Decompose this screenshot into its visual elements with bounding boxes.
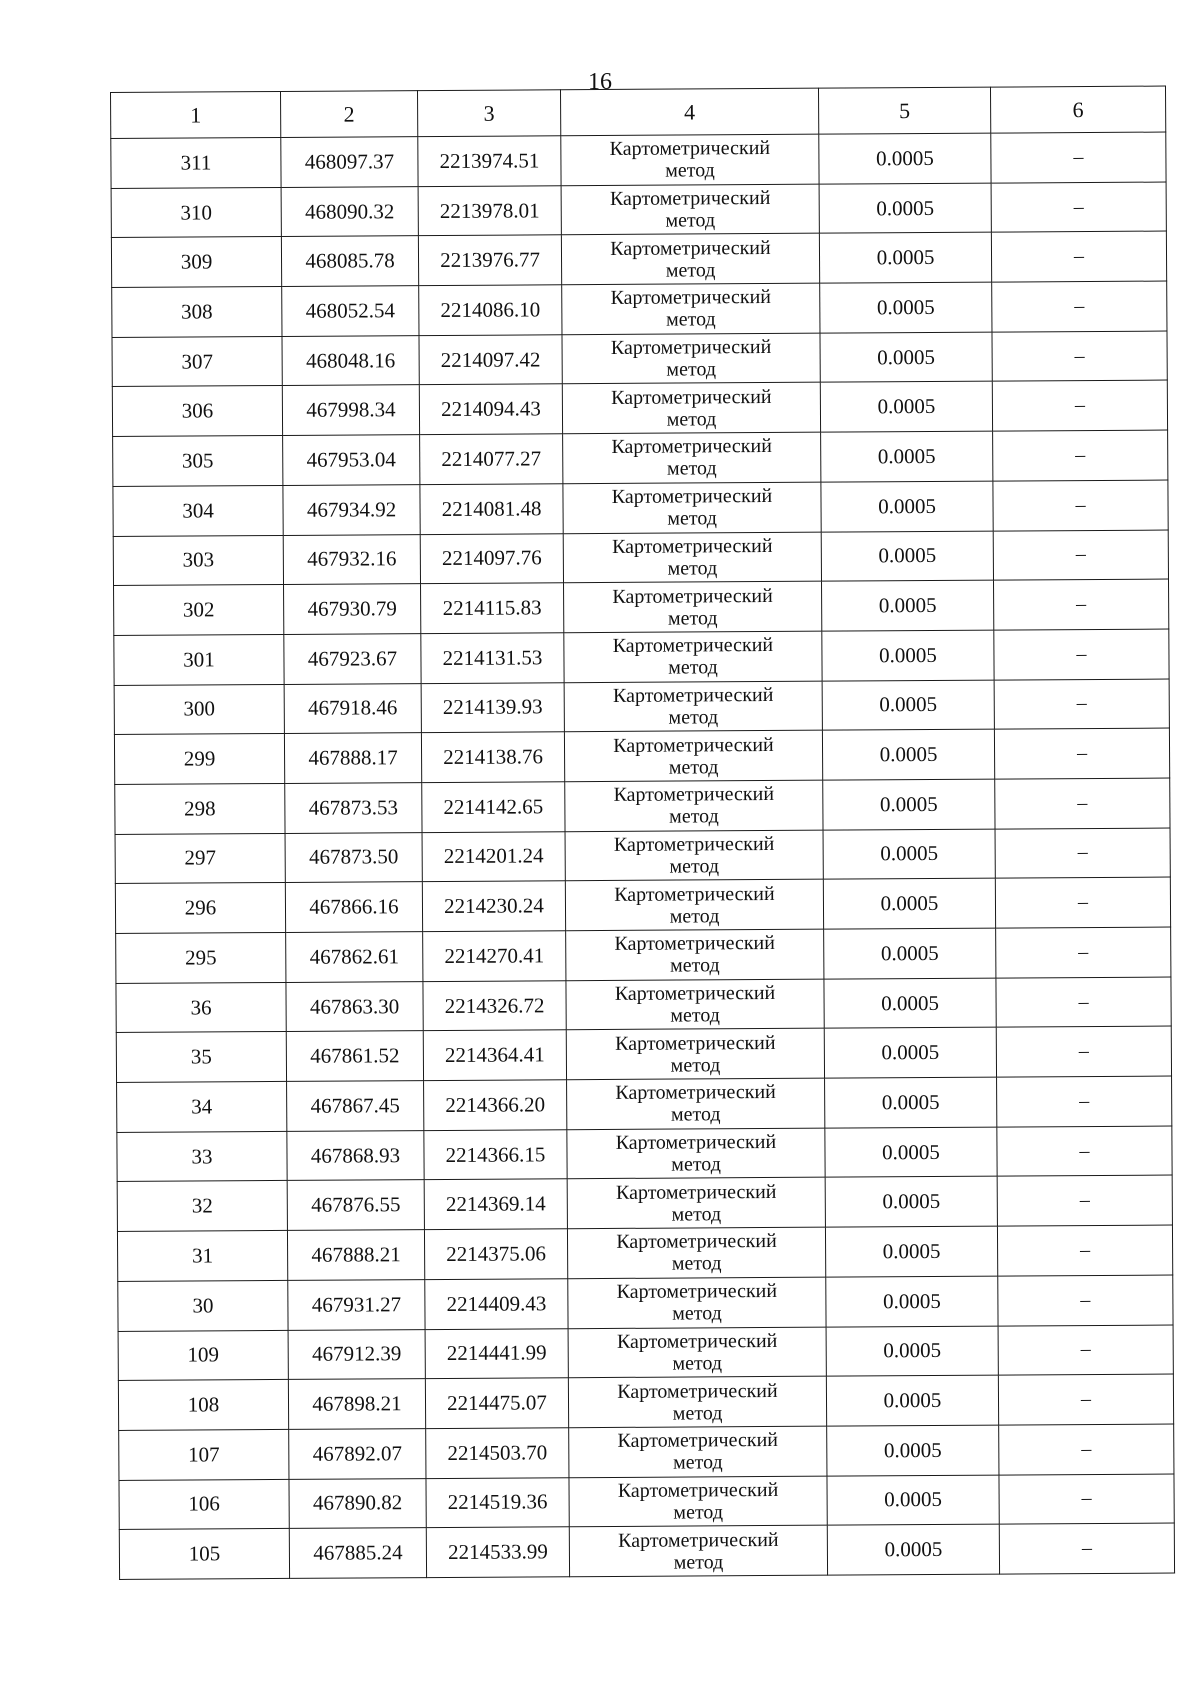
method-cell (567, 1178, 825, 1229)
accuracy-cell: 0.0005 (824, 978, 996, 1029)
method-line-1: Картометрический (618, 1528, 779, 1552)
y-coordinate-cell: 2214366.15 (424, 1129, 567, 1180)
accuracy-cell: 0.0005 (825, 1177, 997, 1228)
method-line-2: метод (669, 855, 720, 878)
x-coordinate-cell: 467892.07 (289, 1428, 426, 1479)
x-coordinate-cell: 467863.30 (286, 981, 423, 1032)
method-cell (567, 1078, 825, 1129)
method-line-2: метод (667, 606, 718, 630)
note-cell: – (991, 132, 1166, 183)
point-number-cell: 304 (113, 485, 283, 536)
y-coordinate-cell: 2213974.51 (418, 136, 561, 187)
method-line-2: метод (670, 1054, 721, 1077)
method-line-2: метод (671, 1203, 722, 1226)
note-cell: – (995, 828, 1170, 879)
point-number-cell: 299 (114, 734, 284, 785)
method-cell (564, 681, 822, 732)
note-cell: – (998, 1374, 1173, 1425)
column-header-3: 3 (417, 90, 560, 137)
column-header-2: 2 (280, 91, 417, 138)
point-number-cell: 108 (118, 1380, 288, 1431)
method-cell (562, 333, 820, 384)
method-line-2: метод (672, 1352, 723, 1375)
accuracy-cell: 0.0005 (826, 1276, 998, 1327)
table-row (119, 1474, 1174, 1530)
x-coordinate-cell: 468048.16 (282, 335, 419, 386)
accuracy-cell: 0.0005 (825, 1127, 997, 1178)
method-line-1: Картометрический (616, 1329, 778, 1353)
accuracy-cell: 0.0005 (823, 829, 995, 880)
accuracy-cell: 0.0005 (821, 531, 993, 582)
x-coordinate-cell: 468090.32 (281, 186, 418, 237)
x-coordinate-cell: 468052.54 (282, 286, 419, 337)
page-number: 16 (588, 69, 612, 95)
x-coordinate-cell: 468085.78 (281, 236, 418, 287)
note-cell: – (993, 579, 1168, 630)
method-line-1: Картометрический (611, 435, 772, 459)
note-cell: – (999, 1474, 1174, 1525)
point-number-cell: 310 (111, 187, 281, 238)
point-number-cell: 311 (111, 137, 281, 188)
method-cell (563, 432, 821, 483)
table-row (116, 927, 1171, 983)
method-line-2: метод (666, 308, 716, 332)
method-line-2: метод (668, 755, 719, 779)
note-cell: – (997, 1076, 1172, 1127)
x-coordinate-cell: 467876.55 (287, 1180, 424, 1231)
column-header-6: 6 (990, 86, 1165, 133)
method-line-2: метод (668, 656, 718, 679)
method-line-2: метод (673, 1451, 723, 1474)
note-cell: – (993, 480, 1168, 531)
y-coordinate-cell: 2214503.70 (426, 1428, 569, 1479)
y-coordinate-cell: 2214364.41 (423, 1030, 566, 1081)
method-line-1: Картометрический (617, 1478, 779, 1502)
method-line-2: метод (669, 954, 720, 977)
method-line-1: Картометрический (615, 1081, 776, 1105)
table-row (112, 281, 1167, 337)
x-coordinate-cell: 467912.39 (288, 1329, 425, 1380)
method-line-2: метод (665, 159, 715, 182)
accuracy-cell: 0.0005 (826, 1375, 998, 1426)
y-coordinate-cell: 2214097.76 (420, 533, 563, 584)
method-line-1: Картометрический (609, 186, 771, 210)
x-coordinate-cell: 467862.61 (286, 932, 423, 983)
y-coordinate-cell: 2214201.24 (422, 831, 565, 882)
method-line-1: Картометрический (611, 385, 772, 409)
table-row (111, 132, 1166, 188)
x-coordinate-cell: 467923.67 (284, 633, 421, 684)
point-number-cell: 306 (112, 386, 282, 437)
note-cell: – (991, 231, 1166, 282)
method-line-2: метод (670, 1103, 721, 1126)
accuracy-cell: 0.0005 (827, 1524, 999, 1575)
y-coordinate-cell: 2214533.99 (426, 1527, 569, 1578)
method-line-1: Картометрический (610, 286, 772, 310)
point-number-cell: 30 (118, 1280, 288, 1331)
y-coordinate-cell: 2214369.14 (424, 1179, 567, 1230)
x-coordinate-cell: 467932.16 (283, 534, 420, 585)
method-line-2: метод (665, 259, 716, 282)
method-line-2: метод (667, 557, 718, 580)
accuracy-cell: 0.0005 (823, 878, 995, 929)
accuracy-cell: 0.0005 (820, 382, 992, 433)
method-line-1: Картометрический (614, 882, 775, 906)
method-line-2: метод (665, 209, 716, 232)
method-line-1: Картометрический (616, 1230, 777, 1254)
point-number-cell: 34 (117, 1082, 287, 1133)
point-number-cell: 32 (117, 1181, 287, 1232)
point-number-cell: 105 (119, 1529, 289, 1580)
y-coordinate-cell: 2214139.93 (421, 682, 564, 733)
method-line-2: метод (671, 1252, 722, 1276)
note-cell: – (993, 530, 1168, 581)
point-number-cell: 107 (119, 1429, 289, 1480)
method-line-1: Картометрический (610, 336, 772, 360)
point-number-cell: 36 (116, 982, 286, 1033)
method-line-1: Картометрический (617, 1379, 778, 1403)
method-line-1: Картометрический (614, 981, 776, 1005)
x-coordinate-cell: 467885.24 (289, 1528, 426, 1579)
accuracy-cell: 0.0005 (824, 928, 996, 979)
note-cell: – (994, 679, 1169, 730)
table-row (117, 1076, 1172, 1132)
method-cell (569, 1476, 827, 1527)
y-coordinate-cell: 2213978.01 (418, 185, 561, 236)
point-number-cell: 300 (114, 684, 284, 735)
method-line-2: метод (673, 1550, 724, 1574)
accuracy-cell: 0.0005 (820, 282, 992, 333)
y-coordinate-cell: 2214097.42 (419, 334, 562, 385)
table-row (114, 629, 1169, 685)
method-line-1: Картометрический (616, 1280, 778, 1304)
note-cell: – (992, 331, 1167, 382)
point-number-cell: 302 (114, 585, 284, 636)
method-line-1: Картометрический (615, 1180, 777, 1204)
method-cell (564, 631, 822, 682)
table-row (115, 877, 1170, 933)
table-row (117, 1225, 1172, 1281)
table-row (119, 1523, 1174, 1579)
table-row (114, 679, 1169, 735)
accuracy-cell: 0.0005 (822, 729, 994, 780)
accuracy-cell: 0.0005 (822, 580, 994, 631)
method-line-2: метод (667, 507, 717, 530)
accuracy-cell: 0.0005 (821, 431, 993, 482)
accuracy-cell: 0.0005 (823, 779, 995, 830)
point-number-cell: 307 (112, 336, 282, 387)
accuracy-cell: 0.0005 (819, 232, 991, 283)
table-body (111, 132, 1175, 1579)
y-coordinate-cell: 2214326.72 (423, 980, 566, 1031)
note-cell: – (997, 1225, 1172, 1276)
method-cell (561, 184, 819, 235)
table-row (116, 977, 1171, 1033)
note-cell: – (997, 1126, 1172, 1177)
table-header-row (111, 86, 1166, 138)
y-coordinate-cell: 2214131.53 (421, 633, 564, 684)
note-cell: – (998, 1325, 1173, 1376)
y-coordinate-cell: 2214375.06 (424, 1229, 567, 1280)
y-coordinate-cell: 2214138.76 (421, 732, 564, 783)
method-cell (565, 879, 823, 930)
method-line-1: Картометрический (611, 485, 773, 509)
point-number-cell: 31 (117, 1231, 287, 1282)
method-cell (567, 1227, 825, 1278)
method-cell (568, 1327, 826, 1378)
method-line-2: метод (673, 1501, 724, 1524)
accuracy-cell: 0.0005 (827, 1425, 999, 1476)
y-coordinate-cell: 2214077.27 (420, 434, 563, 485)
point-number-cell: 296 (115, 883, 285, 934)
table-row (114, 728, 1169, 784)
accuracy-cell: 0.0005 (825, 1077, 997, 1128)
method-cell (565, 830, 823, 881)
y-coordinate-cell: 2214142.65 (422, 782, 565, 833)
note-cell: – (996, 977, 1171, 1028)
accuracy-cell: 0.0005 (827, 1475, 999, 1526)
method-line-1: Картометрический (612, 584, 773, 608)
x-coordinate-cell: 467930.79 (284, 584, 421, 635)
accuracy-cell: 0.0005 (820, 332, 992, 383)
method-cell (565, 780, 823, 831)
note-cell: – (991, 182, 1166, 233)
note-cell: – (994, 629, 1169, 680)
table-row (117, 1175, 1172, 1231)
x-coordinate-cell: 467861.52 (286, 1031, 423, 1082)
note-cell: – (997, 1175, 1172, 1226)
point-number-cell: 106 (119, 1479, 289, 1530)
table-row (115, 828, 1170, 884)
x-coordinate-cell: 467867.45 (287, 1081, 424, 1132)
point-number-cell: 301 (114, 634, 284, 685)
table-row (118, 1325, 1173, 1381)
point-number-cell: 109 (118, 1330, 288, 1381)
method-cell (567, 1128, 825, 1179)
method-cell (562, 283, 820, 334)
x-coordinate-cell: 467866.16 (285, 882, 422, 933)
table-row (118, 1275, 1173, 1331)
column-header-5: 5 (818, 87, 990, 134)
note-cell: – (996, 1026, 1171, 1077)
table-row (113, 480, 1168, 536)
method-cell (564, 730, 822, 781)
y-coordinate-cell: 2214081.48 (420, 484, 563, 535)
note-cell: – (996, 927, 1171, 978)
method-cell (566, 929, 824, 980)
table-row (118, 1374, 1173, 1430)
method-line-2: метод (666, 457, 717, 481)
coordinates-sheet (110, 86, 1174, 1580)
method-line-2: метод (669, 904, 720, 928)
method-cell (568, 1376, 826, 1427)
method-line-2: метод (668, 706, 719, 729)
point-number-cell: 33 (117, 1131, 287, 1182)
y-coordinate-cell: 2214230.24 (422, 881, 565, 932)
point-number-cell: 298 (115, 783, 285, 834)
table-row (112, 331, 1167, 387)
accuracy-cell: 0.0005 (826, 1326, 998, 1377)
x-coordinate-cell: 467888.17 (284, 733, 421, 784)
method-cell (561, 134, 819, 185)
y-coordinate-cell: 2214115.83 (421, 583, 564, 634)
accuracy-cell: 0.0005 (819, 183, 991, 234)
method-line-2: метод (671, 1153, 721, 1176)
method-cell (569, 1426, 827, 1477)
method-line-1: Картометрический (612, 683, 774, 707)
column-header-4: 4 (560, 88, 818, 136)
y-coordinate-cell: 2214086.10 (419, 285, 562, 336)
method-line-1: Картометрический (610, 236, 771, 260)
y-coordinate-cell: 2214366.20 (424, 1080, 567, 1131)
method-line-1: Картометрический (615, 1031, 776, 1055)
y-coordinate-cell: 2214270.41 (423, 931, 566, 982)
method-line-2: метод (670, 1004, 721, 1027)
accuracy-cell: 0.0005 (824, 1027, 996, 1078)
point-number-cell: 305 (113, 436, 283, 487)
method-line-1: Картометрический (613, 783, 775, 807)
method-line-1: Картометрический (613, 733, 774, 757)
method-cell (562, 383, 820, 434)
y-coordinate-cell: 2213976.77 (418, 235, 561, 286)
point-number-cell: 308 (112, 287, 282, 338)
point-number-cell: 309 (111, 237, 281, 288)
accuracy-cell: 0.0005 (821, 481, 993, 532)
table-row (112, 380, 1167, 436)
point-number-cell: 297 (115, 833, 285, 884)
method-cell (563, 532, 821, 583)
method-cell (568, 1277, 826, 1328)
x-coordinate-cell: 467868.93 (287, 1130, 424, 1181)
x-coordinate-cell: 467934.92 (283, 484, 420, 535)
x-coordinate-cell: 467953.04 (283, 435, 420, 486)
method-line-2: метод (669, 805, 719, 828)
method-cell (566, 979, 824, 1030)
y-coordinate-cell: 2214094.43 (419, 384, 562, 435)
method-line-2: метод (672, 1401, 723, 1425)
point-number-cell: 303 (113, 535, 283, 586)
method-line-1: Картометрический (613, 832, 775, 856)
note-cell: – (994, 728, 1169, 779)
method-cell (569, 1525, 827, 1576)
note-cell: – (995, 778, 1170, 829)
table-row (116, 1026, 1171, 1082)
method-cell (561, 234, 819, 285)
x-coordinate-cell: 467888.21 (287, 1230, 424, 1281)
table-row (115, 778, 1170, 834)
accuracy-cell: 0.0005 (822, 680, 994, 731)
method-line-2: метод (672, 1302, 722, 1325)
table-row (111, 231, 1166, 287)
method-line-1: Картометрический (615, 1131, 777, 1155)
method-line-2: метод (666, 358, 717, 381)
accuracy-cell: 0.0005 (819, 133, 991, 184)
method-line-1: Картометрический (617, 1429, 779, 1453)
method-cell (564, 581, 822, 632)
accuracy-cell: 0.0005 (825, 1226, 997, 1277)
point-number-cell: 295 (116, 932, 286, 983)
note-cell: – (993, 430, 1168, 481)
x-coordinate-cell: 468097.37 (281, 137, 418, 188)
method-line-1: Картометрический (612, 634, 774, 658)
table-row (117, 1126, 1172, 1182)
y-coordinate-cell: 2214475.07 (425, 1378, 568, 1429)
note-cell: – (992, 281, 1167, 332)
column-header-1: 1 (111, 91, 281, 138)
x-coordinate-cell: 467918.46 (284, 683, 421, 734)
method-cell (563, 482, 821, 533)
coordinates-table (110, 86, 1175, 1580)
table-row (119, 1424, 1174, 1480)
y-coordinate-cell: 2214519.36 (426, 1477, 569, 1528)
table-row (114, 579, 1169, 635)
note-cell: – (995, 877, 1170, 928)
method-line-1: Картометрический (611, 534, 773, 558)
note-cell: – (999, 1523, 1174, 1574)
method-line-1: Картометрический (614, 932, 775, 956)
x-coordinate-cell: 467873.50 (285, 832, 422, 883)
x-coordinate-cell: 467931.27 (288, 1279, 425, 1330)
method-line-2: метод (666, 408, 717, 431)
table-row (113, 530, 1168, 586)
y-coordinate-cell: 2214409.43 (425, 1279, 568, 1330)
x-coordinate-cell: 467890.82 (289, 1478, 426, 1529)
note-cell: – (998, 1275, 1173, 1326)
y-coordinate-cell: 2214441.99 (425, 1328, 568, 1379)
table-row (111, 182, 1166, 238)
accuracy-cell: 0.0005 (822, 630, 994, 681)
note-cell: – (999, 1424, 1174, 1475)
point-number-cell: 35 (116, 1032, 286, 1083)
method-cell (566, 1029, 824, 1080)
x-coordinate-cell: 467998.34 (282, 385, 419, 436)
note-cell: – (992, 380, 1167, 431)
method-line-1: Картометрический (609, 137, 771, 161)
x-coordinate-cell: 467873.53 (285, 783, 422, 834)
table-row (113, 430, 1168, 486)
x-coordinate-cell: 467898.21 (288, 1379, 425, 1430)
